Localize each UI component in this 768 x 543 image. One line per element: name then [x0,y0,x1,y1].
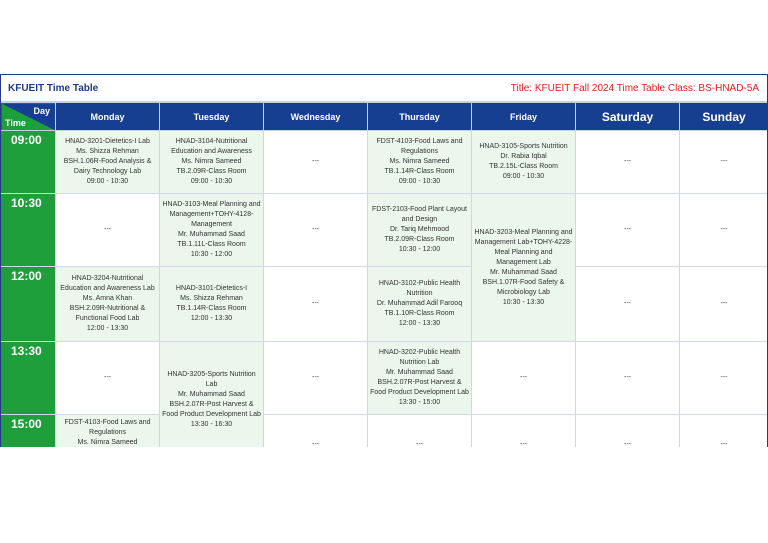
time-slot-1200: 12:00 [1,267,56,342]
day-axis-label: Day [33,106,50,116]
class-room: BSH.2.07R-Post Harvest & Food Product Development Lab [162,401,261,418]
class-teacher: Ms. Shizza Rehman [180,295,243,302]
empty-cell-sat-1500: --- [576,415,680,448]
class-time: 09:00 - 10:30 [398,178,441,185]
day-header-sunday: Sunday [680,103,768,131]
class-course: HNAD-3202-Public Health Nutrition Lab [378,349,461,366]
class-cell-mon-1200[interactable] [56,267,160,342]
empty-cell-wed-1330: --- [264,342,368,415]
class-teacher: Ms. Shizza Rehman [76,148,139,155]
class-course: HNAD-3205-Sports Nutrition Lab [167,371,256,388]
corner-header [1,103,56,131]
empty-cell-sun-1030: --- [680,194,768,267]
class-cell-thu-0900[interactable] [368,131,472,194]
class-course: HNAD-3103-Meal Planning and [162,201,261,208]
class-cell-tue-1030[interactable] [160,194,264,267]
class-cell-fri-1030[interactable] [472,194,576,342]
class-course: HNAD-3204-Nutritional Education and Awareness Lab [60,275,155,292]
empty-cell-wed-1030: --- [264,194,368,267]
empty-cell-sat-0900: --- [576,131,680,194]
class-time: 13:30 - 16:30 [190,421,233,428]
class-room: TB.2.09R-Class Room [384,236,455,243]
class-time: 12:00 - 13:30 [398,320,441,327]
class-time: 09:00 - 10:30 [502,173,545,180]
class-teacher: Mr. Muhammad Saad [386,369,453,376]
day-header-tuesday: Tuesday [160,103,264,131]
class-cell-tue-1330[interactable] [160,342,264,448]
day-header-friday: Friday [472,103,576,131]
class-cell-mon-1500[interactable] [56,415,160,448]
class-time: 12:00 - 13:30 [190,315,233,322]
empty-cell-thu-1500: --- [368,415,472,448]
class-course: HNAD-3102-Public Health Nutrition [378,280,461,297]
class-course: HNAD-3104-Nutritional Education and Awareness [171,138,252,155]
empty-cell-sun-0900: --- [680,131,768,194]
class-teacher: Mr. Muhammad Saad [490,268,557,276]
class-teacher: Dr. Muhammad Adil Farooq [376,300,463,307]
empty-cell-wed-0900: --- [264,131,368,194]
class-teacher: Dr. Tariq Mehmood [389,226,449,233]
class-time: 09:00 - 10:30 [86,178,129,185]
class-teacher: Ms. Nimra Sameed [77,439,138,446]
class-cell-thu-1200[interactable] [368,267,472,342]
empty-cell-mon-1330: --- [56,342,160,415]
class-time: 13:30 - 15:00 [398,399,441,406]
class-time: 12:00 - 13:30 [86,325,129,332]
empty-cell-sat-1200: --- [576,267,680,342]
class-room: TB.1.14R-Class Room [384,168,455,175]
class-teacher: Mr. Muhammad Saad [178,231,245,238]
class-room: BSH.1.07R-Food Safety & Microbiology Lab [482,278,565,296]
day-header-monday: Monday [56,103,160,131]
time-slot-1030: 10:30 [1,194,56,267]
class-course: HNAD-3201-Dietetics-I Lab [65,138,150,145]
empty-cell-fri-1330: --- [472,342,576,415]
day-header-wednesday: Wednesday [264,103,368,131]
class-teacher: Dr. Rabia Iqbal [500,153,547,160]
timetable-header [1,75,767,102]
timetable-grid [0,102,768,447]
class-cell-mon-0900[interactable] [56,131,160,194]
app-title: KFUEIT Time Table [8,83,99,94]
class-time: 10:30 - 12:00 [190,251,233,258]
class-cell-tue-1200[interactable] [160,267,264,342]
empty-cell-sun-1500: --- [680,415,768,448]
class-room: TB.2.09R-Class Room [176,168,247,175]
class-teacher: Ms. Nimra Sameed [389,158,450,165]
empty-cell-sun-1330: --- [680,342,768,415]
class-teacher: Ms. Nimra Sameed [181,158,242,165]
class-course: FDST-4103-Food Laws and Regulations [64,419,151,436]
class-room: TB.2.15L-Class Room [489,163,558,170]
time-slot-1500: 15:00 [1,415,56,448]
class-course-cont: Management+TOHY-4128-Management [169,211,254,228]
day-header-saturday: Saturday [576,103,680,131]
class-room: BSH.2.07R-Post Harvest & Food Product Development Lab [370,379,469,396]
empty-cell-wed-1200: --- [264,267,368,342]
empty-cell-wed-1500: --- [264,415,368,448]
class-course: HNAD-3105-Sports Nutrition [479,143,568,150]
time-slot-0900: 09:00 [1,131,56,194]
class-time: 10:30 - 13:30 [502,298,545,306]
empty-cell-fri-1500: --- [472,415,576,448]
class-course: FDST-2103-Food Plant Layout and Design [372,206,467,223]
class-room: TB.1.14R-Class Room [176,305,247,312]
timetable-frame [0,74,768,447]
class-course: FDST-4103-Food Laws and Regulations [376,138,463,155]
day-header-thursday: Thursday [368,103,472,131]
class-teacher: Ms. Amna Khan [82,295,133,302]
class-room: TB.1.11L-Class Room [177,241,246,248]
class-time: 10:30 - 12:00 [398,246,441,253]
class-cell-thu-1330[interactable] [368,342,472,415]
class-cell-tue-0900[interactable] [160,131,264,194]
class-time: 09:00 - 10:30 [190,178,233,185]
timetable-title: Title: KFUEIT Fall 2024 Time Table Class: BS-HNAD-5A [510,83,759,94]
time-axis-label: Time [5,118,26,128]
class-course: HNAD-3203-Meal Planning and Management Lab+TOHY-4228-Meal Planning and Management Lab [474,228,573,266]
class-cell-thu-1030[interactable] [368,194,472,267]
class-course: HNAD-3101-Dietetics-I [175,285,248,292]
class-room: BSH.2.09R-Nutritional & Functional Food Lab [69,305,146,322]
empty-cell-sat-1030: --- [576,194,680,267]
empty-cell-mon-1030: --- [56,194,160,267]
class-teacher: Mr. Muhammad Saad [178,391,245,398]
class-room: TB.1.10R-Class Room [384,310,455,317]
class-room: BSH.1.06R-Food Analysis & Dairy Technology Lab [63,158,152,175]
class-cell-fri-0900[interactable] [472,131,576,194]
empty-cell-sun-1200: --- [680,267,768,342]
empty-cell-sat-1330: --- [576,342,680,415]
time-slot-1330: 13:30 [1,342,56,415]
